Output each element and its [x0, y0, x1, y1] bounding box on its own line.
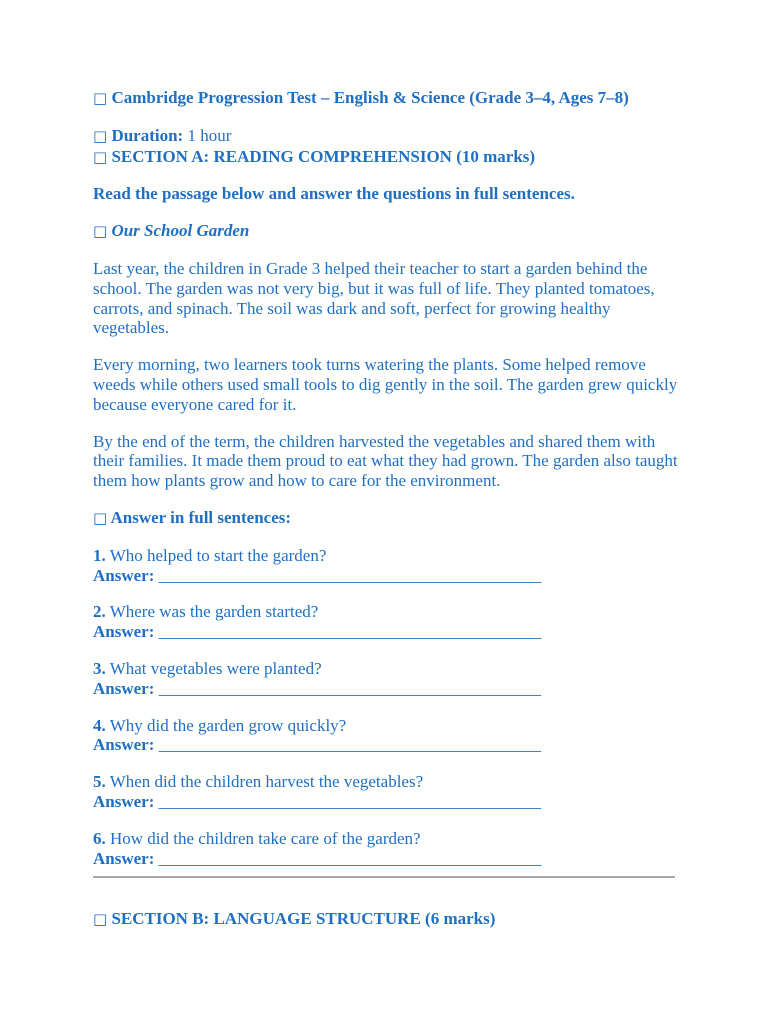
- section-divider: [93, 876, 675, 878]
- answer-heading-text: Answer in full sentences:: [110, 507, 292, 527]
- question-text: Why did the garden grow quickly?: [109, 715, 347, 735]
- answer-label: Answer:: [93, 735, 155, 755]
- missing-glyph-icon: □: [93, 222, 108, 241]
- answer-label: Answer:: [93, 678, 155, 698]
- answer-label: Answer:: [93, 622, 155, 642]
- question-number: 2.: [93, 602, 106, 622]
- question-number: 5.: [93, 772, 106, 792]
- question-text: Where was the garden started?: [109, 602, 319, 622]
- passage-paragraph: By the end of the term, the children harvested the vegetables and shared them with their families. It made them proud to eat what they had grown. The garden also taught them how plants grow and how to care for the environment.: [93, 431, 678, 491]
- duration-label: Duration:: [111, 125, 184, 145]
- story-title: [93, 221, 683, 242]
- question-line: [93, 716, 683, 736]
- answer-line[interactable]: [93, 792, 683, 812]
- answer-blank[interactable]: _____________________________________________: [158, 622, 542, 642]
- answer-heading: [93, 508, 683, 529]
- question-line: [93, 602, 683, 622]
- missing-glyph-icon: □: [93, 508, 108, 527]
- duration-line: [93, 126, 683, 147]
- missing-glyph-icon: □: [93, 910, 108, 928]
- question-text: When did the children harvest the vegetables?: [109, 772, 424, 792]
- answer-label: Answer:: [93, 848, 155, 868]
- passage-paragraph: Last year, the children in Grade 3 helped their teacher to start a garden behind the school. The garden was not very big, but it was full of life. They planted tomatoes, carrots, and spinach. The soil was dark and soft, perfect for growing healthy vegetables.: [93, 258, 655, 338]
- test-document: [93, 88, 683, 868]
- question-item: [93, 546, 683, 586]
- test-title: [93, 88, 683, 109]
- answer-blank[interactable]: _____________________________________________: [158, 565, 542, 585]
- test-title-text: Cambridge Progression Test – English & Science (Grade 3–4, Ages 7–8): [111, 88, 629, 107]
- question-text: What vegetables were planted?: [109, 658, 322, 678]
- answer-blank[interactable]: _____________________________________________: [158, 791, 542, 811]
- duration-value: 1 hour: [187, 125, 232, 145]
- instructions: Read the passage below and answer the questions in full sentences.: [93, 184, 575, 204]
- missing-glyph-icon: □: [93, 89, 108, 107]
- passage-paragraph: Every morning, two learners took turns watering the plants. Some helped remove weeds while others used small tools to dig gently in the soil. The garden grew quickly because everyone cared for it.: [93, 355, 678, 414]
- question-text: How did the children take care of the garden?: [110, 828, 421, 848]
- question-number: 4.: [93, 715, 106, 735]
- section-b-heading: [93, 909, 495, 930]
- story-title-text: Our School Garden: [111, 221, 250, 241]
- question-number: 3.: [93, 658, 106, 678]
- answer-line[interactable]: [93, 566, 683, 586]
- answer-line[interactable]: [93, 849, 683, 869]
- answer-label: Answer:: [93, 791, 155, 811]
- question-text: Who helped to start the garden?: [109, 545, 327, 565]
- missing-glyph-icon: □: [93, 126, 108, 145]
- question-line: [93, 772, 683, 792]
- question-item: [93, 716, 683, 756]
- question-number: 1.: [93, 545, 106, 565]
- question-line: [93, 659, 683, 679]
- question-item: [93, 602, 683, 642]
- answer-blank[interactable]: _____________________________________________: [158, 678, 542, 698]
- section-b-title: SECTION B: LANGUAGE STRUCTURE (6 marks): [111, 909, 496, 928]
- section-a-heading: [93, 147, 683, 168]
- section-a-title: SECTION A: READING COMPREHENSION (10 marks): [111, 146, 536, 166]
- answer-line[interactable]: [93, 735, 683, 755]
- answer-line[interactable]: [93, 622, 683, 642]
- question-item: [93, 659, 683, 699]
- answer-line[interactable]: [93, 679, 683, 699]
- missing-glyph-icon: □: [93, 147, 108, 166]
- answer-blank[interactable]: _____________________________________________: [158, 735, 542, 755]
- answer-label: Answer:: [93, 565, 155, 585]
- question-number: 6.: [93, 828, 106, 848]
- question-line: [93, 546, 683, 566]
- answer-blank[interactable]: _____________________________________________: [158, 848, 542, 868]
- question-item: [93, 829, 683, 869]
- question-line: [93, 829, 683, 849]
- question-item: [93, 772, 683, 812]
